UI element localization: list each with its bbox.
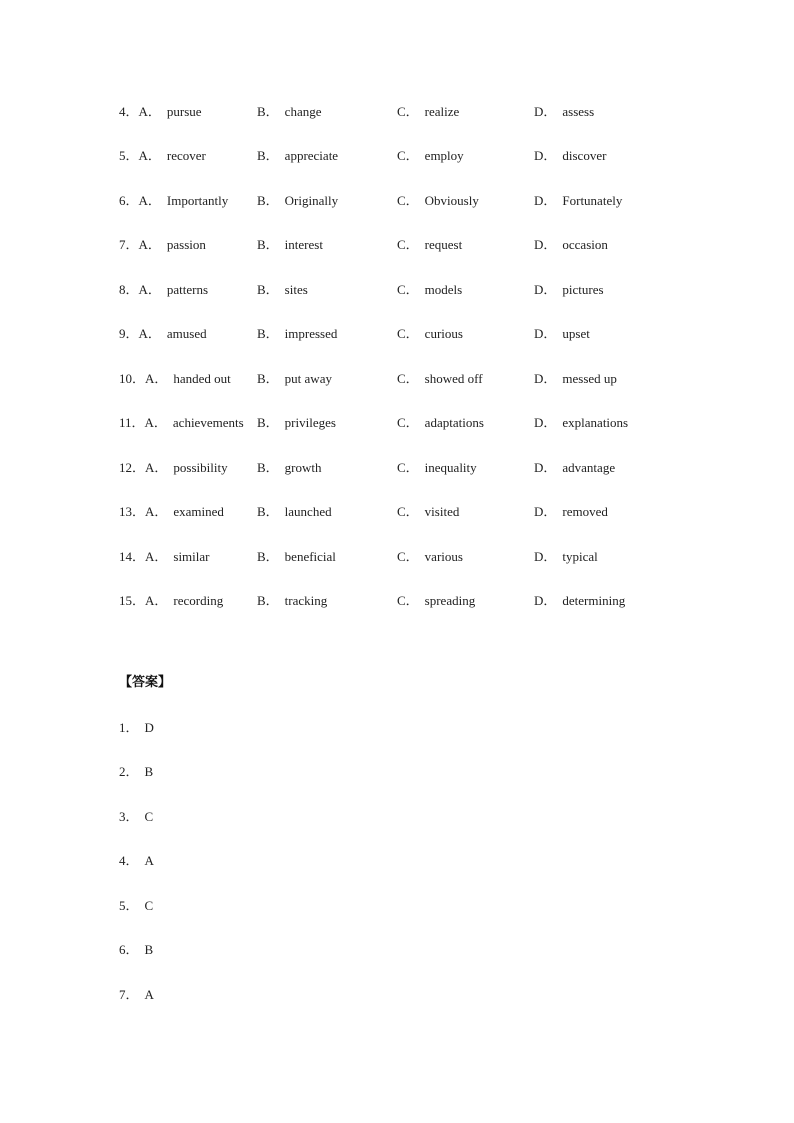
option-b-text: sites: [284, 282, 308, 297]
option-d-letter: D．: [534, 549, 557, 564]
option-d: [534, 102, 594, 122]
answer-row: [119, 896, 153, 916]
option-d: [534, 280, 604, 300]
question-row-14: [119, 547, 679, 567]
option-b-letter: B．: [257, 193, 279, 208]
option-b-text: launched: [284, 504, 332, 519]
option-b-text: beneficial: [284, 549, 336, 564]
option-c: [397, 235, 462, 255]
option-d: [534, 591, 625, 611]
question-number: 7．A．: [119, 237, 161, 252]
option-b: [257, 502, 332, 522]
option-c: [397, 502, 459, 522]
option-a-text: recording: [173, 593, 224, 608]
option-b-letter: B．: [257, 371, 279, 386]
option-b: [257, 146, 338, 166]
option-c-letter: C．: [397, 193, 419, 208]
option-b-letter: B．: [257, 549, 279, 564]
option-d: [534, 413, 628, 433]
option-c-text: curious: [424, 326, 463, 341]
option-c-text: models: [424, 282, 463, 297]
option-b: [257, 324, 337, 344]
option-c-text: employ: [424, 148, 464, 163]
option-a-text: Importantly: [166, 193, 229, 208]
option-d: [534, 458, 615, 478]
option-d-text: typical: [562, 549, 598, 564]
option-d-letter: D．: [534, 104, 557, 119]
answer-number: 2．: [119, 764, 139, 779]
option-a: [119, 591, 223, 611]
question-row-7: [119, 235, 679, 255]
option-c-letter: C．: [397, 549, 419, 564]
option-d-text: upset: [562, 326, 590, 341]
answer-row: [119, 762, 153, 782]
option-a: [119, 413, 244, 433]
option-c-letter: C．: [397, 237, 419, 252]
answer-number: 7．: [119, 987, 139, 1002]
option-a-text: patterns: [166, 282, 209, 297]
question-number: 9．A．: [119, 326, 161, 341]
option-b-letter: B．: [257, 282, 279, 297]
option-a-text: passion: [166, 237, 206, 252]
option-a: [119, 191, 228, 211]
option-c-text: showed off: [424, 371, 483, 386]
answer-value: A: [144, 853, 154, 868]
option-c: [397, 413, 484, 433]
option-b-text: interest: [284, 237, 323, 252]
option-b-text: growth: [284, 460, 322, 475]
option-d-text: determining: [562, 593, 626, 608]
option-d-text: Fortunately: [562, 193, 623, 208]
option-b-letter: B．: [257, 460, 279, 475]
option-b-letter: B．: [257, 148, 279, 163]
option-b: [257, 547, 336, 567]
option-a: [119, 547, 210, 567]
option-a-text: handed out: [173, 371, 231, 386]
option-b: [257, 591, 327, 611]
option-d: [534, 369, 617, 389]
answer-value: C: [144, 898, 154, 913]
option-c-text: various: [424, 549, 463, 564]
option-c-letter: C．: [397, 104, 419, 119]
answer-value: A: [144, 987, 154, 1002]
option-b: [257, 235, 323, 255]
option-a: [119, 502, 224, 522]
option-d: [534, 146, 606, 166]
option-d-letter: D．: [534, 282, 557, 297]
option-c-letter: C．: [397, 326, 419, 341]
option-c-letter: C．: [397, 460, 419, 475]
option-d-text: pictures: [562, 282, 604, 297]
answer-number: 3．: [119, 809, 139, 824]
option-c-text: request: [424, 237, 463, 252]
option-c: [397, 102, 459, 122]
option-d: [534, 547, 598, 567]
option-d: [534, 191, 622, 211]
option-b-text: Originally: [284, 193, 339, 208]
option-c-letter: C．: [397, 593, 419, 608]
option-b: [257, 280, 308, 300]
option-a-text: possibility: [173, 460, 228, 475]
option-d-text: removed: [562, 504, 608, 519]
question-row-9: [119, 324, 679, 344]
question-number: 5．A．: [119, 148, 161, 163]
question-number: 6．A．: [119, 193, 161, 208]
option-a: [119, 235, 206, 255]
option-c-text: realize: [424, 104, 460, 119]
option-b-text: tracking: [284, 593, 328, 608]
option-b-text: privileges: [284, 415, 336, 430]
question-row-5: [119, 146, 679, 166]
option-b-letter: B．: [257, 104, 279, 119]
option-b: [257, 413, 336, 433]
option-d-letter: D．: [534, 193, 557, 208]
option-a: [119, 324, 207, 344]
option-b-letter: B．: [257, 504, 279, 519]
option-a: [119, 102, 202, 122]
question-number: 10．A．: [119, 371, 168, 386]
option-c: [397, 280, 462, 300]
answer-row: [119, 718, 154, 738]
option-d-text: occasion: [562, 237, 608, 252]
option-b: [257, 191, 338, 211]
option-d-letter: D．: [534, 371, 557, 386]
option-c-text: inequality: [424, 460, 477, 475]
option-d-text: assess: [562, 104, 595, 119]
option-d-letter: D．: [534, 326, 557, 341]
question-number: 4．A．: [119, 104, 161, 119]
option-a-text: examined: [173, 504, 224, 519]
option-b-letter: B．: [257, 326, 279, 341]
question-number: 15．A．: [119, 593, 168, 608]
answer-row: [119, 985, 154, 1005]
question-number: 11．A．: [119, 415, 167, 430]
answer-row: [119, 940, 153, 960]
answer-number: 6．: [119, 942, 139, 957]
answer-number: 5．: [119, 898, 139, 913]
option-c: [397, 324, 463, 344]
question-number: 13．A．: [119, 504, 168, 519]
answer-value: C: [144, 809, 154, 824]
option-d: [534, 324, 590, 344]
option-c-text: Obviously: [424, 193, 479, 208]
option-c: [397, 591, 475, 611]
question-row-10: [119, 369, 679, 389]
option-d-text: discover: [562, 148, 607, 163]
option-c-letter: C．: [397, 371, 419, 386]
option-d-letter: D．: [534, 148, 557, 163]
option-a: [119, 458, 228, 478]
option-d-letter: D．: [534, 415, 557, 430]
answer-value: D: [144, 720, 154, 735]
answer-number: 1．: [119, 720, 139, 735]
option-c: [397, 369, 483, 389]
answer-value: B: [144, 764, 154, 779]
option-c-letter: C．: [397, 282, 419, 297]
option-c: [397, 146, 464, 166]
option-c: [397, 191, 479, 211]
option-d-letter: D．: [534, 504, 557, 519]
option-c: [397, 547, 463, 567]
question-number: 12．A．: [119, 460, 168, 475]
option-b-text: impressed: [284, 326, 338, 341]
option-c-text: visited: [424, 504, 460, 519]
option-d-letter: D．: [534, 237, 557, 252]
option-c-letter: C．: [397, 415, 419, 430]
question-row-6: [119, 191, 679, 211]
option-a-text: pursue: [166, 104, 202, 119]
option-c-text: spreading: [424, 593, 476, 608]
option-d: [534, 235, 608, 255]
question-row-11: [119, 413, 679, 433]
option-a-text: similar: [173, 549, 210, 564]
answer-value: B: [144, 942, 154, 957]
option-b: [257, 369, 332, 389]
question-number: 8．A．: [119, 282, 161, 297]
option-d-text: messed up: [562, 371, 617, 386]
option-b: [257, 102, 321, 122]
option-a: [119, 369, 231, 389]
option-d-text: advantage: [562, 460, 616, 475]
option-a-text: amused: [166, 326, 207, 341]
option-b: [257, 458, 322, 478]
option-d-letter: D．: [534, 460, 557, 475]
option-a: [119, 146, 206, 166]
option-d-text: explanations: [562, 415, 629, 430]
option-c: [397, 458, 477, 478]
question-row-12: [119, 458, 679, 478]
question-row-13: [119, 502, 679, 522]
option-b-letter: B．: [257, 593, 279, 608]
option-b-text: appreciate: [284, 148, 339, 163]
question-row-15: [119, 591, 679, 611]
answer-number: 4．: [119, 853, 139, 868]
option-b-letter: B．: [257, 237, 279, 252]
option-c-letter: C．: [397, 148, 419, 163]
option-d: [534, 502, 608, 522]
option-c-letter: C．: [397, 504, 419, 519]
option-a-text: achievements: [172, 415, 244, 430]
answer-row: [119, 807, 153, 827]
option-b-text: change: [284, 104, 322, 119]
option-c-text: adaptations: [424, 415, 484, 430]
option-a: [119, 280, 208, 300]
question-number: 14．A．: [119, 549, 168, 564]
question-row-8: [119, 280, 679, 300]
option-b-letter: B．: [257, 415, 279, 430]
option-d-letter: D．: [534, 593, 557, 608]
answer-heading: 【答案】: [119, 675, 172, 690]
option-b-text: put away: [284, 371, 332, 386]
question-row-4: [119, 102, 679, 122]
option-a-text: recover: [166, 148, 206, 163]
answer-row: [119, 851, 154, 871]
